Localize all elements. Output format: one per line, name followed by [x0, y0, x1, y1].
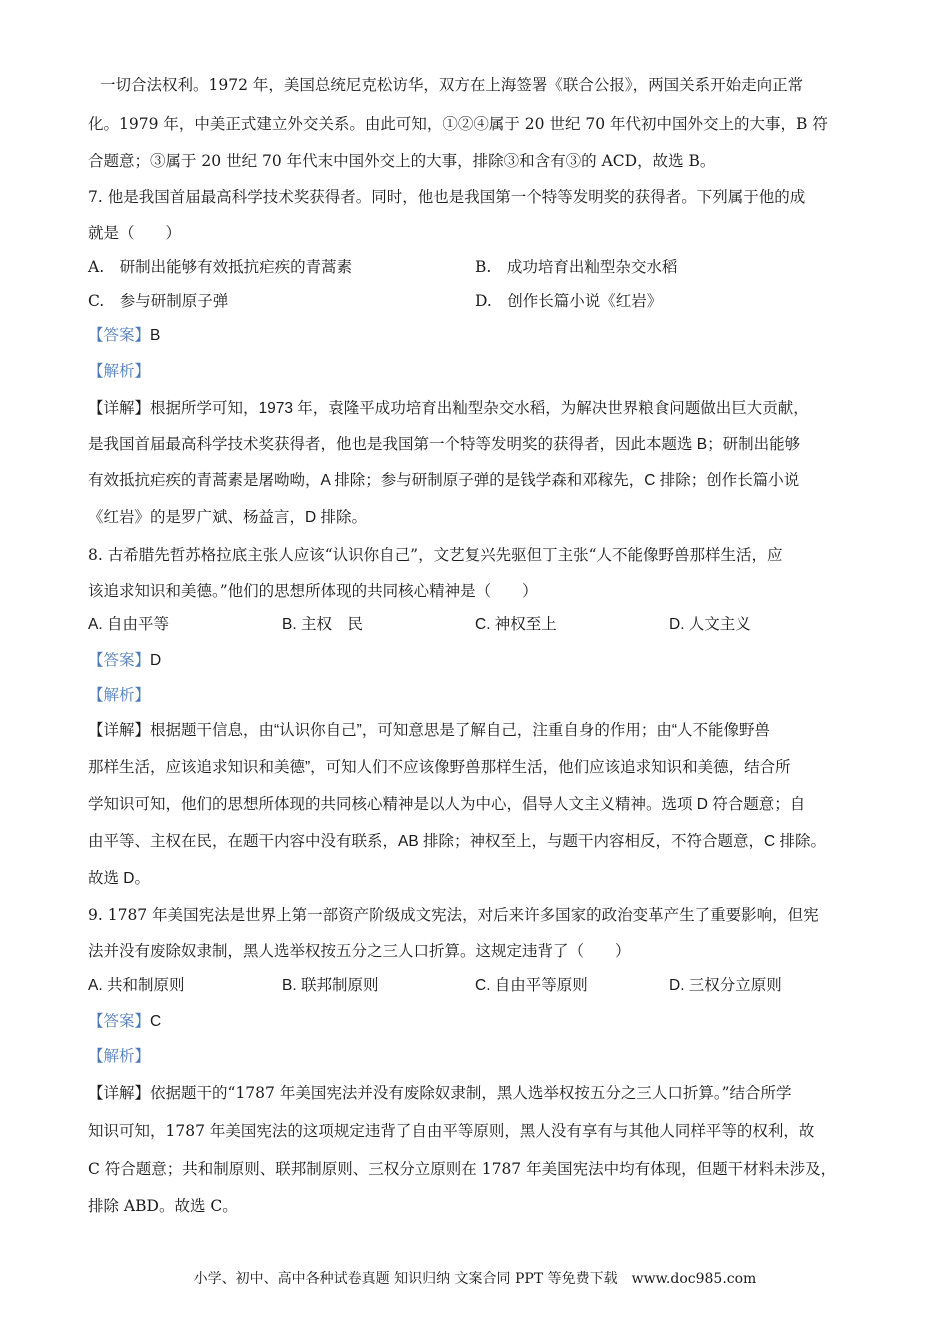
detail-text: 依据题干的“1787 年美国宪法并没有废除奴隶制，黑人选举权按五分之三人口折算。”结合所学 [150, 1084, 792, 1102]
analysis-line [88, 685, 878, 707]
answer-value: B [150, 327, 161, 344]
answer-line [88, 1011, 878, 1033]
option-a: A. 共和制原则 [88, 977, 185, 994]
answer-value: D [150, 652, 162, 669]
option-d: D. 三权分立原则 [669, 977, 782, 994]
option-b: B. 主权 民 [282, 616, 363, 633]
explanation-line: 合题意；③属于 20 世纪 70 年代末中国外交上的大事，排除③和含有③的 ACD，故选 B。 [88, 152, 716, 170]
analysis-tag: 【解析】 [88, 363, 151, 380]
analysis-tag: 【解析】 [88, 687, 151, 704]
question-9-stem: 9. 1787 年美国宪法是世界上第一部资产阶级成文宪法，对后来许多国家的政治变革产生了重要影响，但宪 [88, 906, 819, 924]
option-c: C. 神权至上 [475, 616, 557, 633]
detail-line: 是我国首届最高科学技术奖获得者，他也是我国第一个特等发明奖的获得者，因此本题选 B；研制出能够 [88, 436, 801, 453]
detail-line: 由平等、主权在民，在题干内容中没有联系，AB 排除；神权至上，与题干内容相反，不符合题意，C 排除。 [88, 833, 826, 850]
detail-line: 有效抵抗疟疾的青蒿素是屠呦呦，A 排除；参与研制原子弹的是钱学森和邓稼先，C 排除；创作长篇小说 [88, 472, 800, 489]
detail-tag: 【详解】 [88, 1085, 151, 1102]
detail-line: 排除 ABD。故选 C。 [88, 1197, 238, 1215]
option-d: D. 创作长篇小说《红岩》 [475, 292, 663, 310]
page-footer: 小学、初中、高中各种试卷真题 知识归纳 文案合同 PPT 等免费下载 www.doc985.com [193, 1271, 757, 1287]
detail-line [88, 1082, 878, 1105]
answer-tag: 【答案】 [88, 652, 151, 669]
question-8-stem: 8. 古希腊先哲苏格拉底主张人应该“认识你自己”，文艺复兴先驱但丁主张“人不能像野兽那样生活，应 [88, 546, 783, 564]
answer-value: C [150, 1013, 162, 1030]
question-7-stem: 就是（ ） [88, 224, 182, 242]
detail-line [88, 398, 878, 420]
detail-line: 学知识可知，他们的思想所体现的共同核心精神是以人为中心，倡导人文主义精神。选项 D 符合题意；自 [88, 796, 806, 813]
detail-line [88, 720, 878, 742]
analysis-tag: 【解析】 [88, 1048, 151, 1065]
detail-line: 《红岩》的是罗广斌、杨益言，D 排除。 [88, 509, 368, 526]
detail-tag: 【详解】 [88, 400, 151, 417]
question-7-stem: 7. 他是我国首届最高科学技术奖获得者。同时，他也是我国第一个特等发明奖的获得者。下列属于他的成 [88, 188, 806, 206]
analysis-line [88, 1046, 878, 1068]
analysis-line [88, 361, 878, 383]
answer-tag: 【答案】 [88, 327, 151, 344]
question-8-stem: 该追求知识和美德。”他们的思想所体现的共同核心精神是（ ） [88, 582, 538, 600]
option-a: A. 研制出能够有效抵抗疟疾的青蒿素 [88, 258, 353, 276]
answer-line [88, 650, 878, 672]
detail-tag: 【详解】 [88, 722, 151, 739]
answer-line [88, 325, 878, 347]
explanation-line: 一切合法权利。1972 年，美国总统尼克松访华，双方在上海签署《联合公报》，两国关系开始走向正常 [100, 76, 804, 94]
option-b: B. 成功培育出籼型杂交水稻 [475, 258, 678, 276]
option-b: B. 联邦制原则 [282, 977, 379, 994]
detail-line: 故选 D。 [88, 870, 151, 887]
detail-line: C 符合题意；共和制原则、联邦制原则、三权分立原则在 1787 年美国宪法中均有体现，但题干材料未涉及， [88, 1160, 837, 1178]
option-c: C. 参与研制原子弹 [88, 292, 229, 310]
question-9-stem: 法并没有废除奴隶制，黑人选举权按五分之三人口折算。这规定违背了（ ） [88, 942, 631, 960]
explanation-line: 化。1979 年，中美正式建立外交关系。由此可知，①②④属于 20 世纪 70 年代初中国外交上的大事，B 符 [88, 115, 828, 133]
detail-line: 那样生活，应该追求知识和美德”，可知人们不应该像野兽那样生活，他们应该追求知识和美德，结合所 [88, 759, 791, 776]
detail-text: 根据题干信息，由“认识你自己”，可知意思是了解自己，注重自身的作用；由“人不能像野兽 [150, 722, 771, 739]
option-c: C. 自由平等原则 [475, 977, 588, 994]
option-a: A. 自由平等 [88, 616, 169, 633]
detail-line: 知识可知，1787 年美国宪法的这项规定违背了自由平等原则，黑人没有享有与其他人同样平等的权利，故 [88, 1122, 815, 1140]
option-d: D. 人文主义 [669, 616, 751, 633]
detail-text: 根据所学可知，1973 年，袁隆平成功培育出籼型杂交水稻，为解决世界粮食问题做出巨大贡献， [150, 400, 809, 417]
answer-tag: 【答案】 [88, 1013, 151, 1030]
